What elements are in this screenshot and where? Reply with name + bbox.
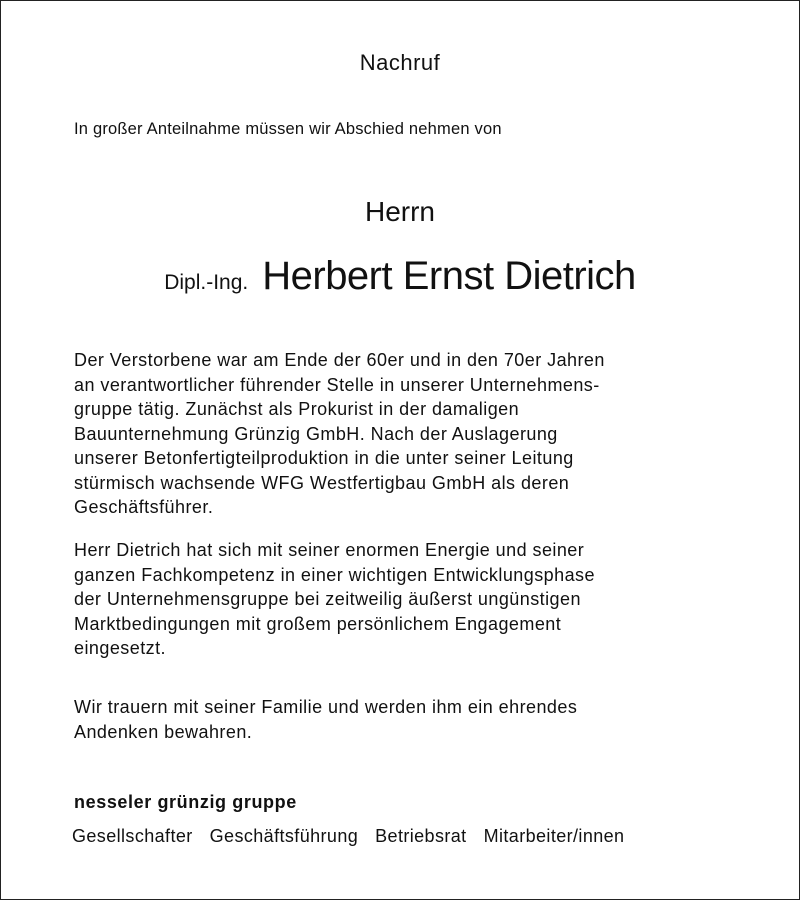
- deceased-name: Herbert Ernst Dietrich: [262, 254, 636, 298]
- paragraph-line: Wir trauern mit seiner Familie und werden ihm ein ehrendes: [74, 697, 578, 717]
- paragraph-line: Andenken bewahren.: [74, 721, 253, 742]
- signatory-groups: [72, 826, 752, 847]
- career-paragraph: [74, 348, 764, 520]
- tribute-paragraph: [74, 538, 764, 661]
- signatory-group: Mitarbeiter/innen: [483, 826, 625, 846]
- academic-title: Dipl.-Ing.: [164, 271, 249, 294]
- intro-text: In großer Anteilnahme müssen wir Abschied nehmen von: [74, 120, 502, 138]
- paragraph-line: gruppe tätig. Zunächst als Prokurist in der damaligen: [74, 399, 520, 419]
- salutation: Herrn: [364, 196, 435, 227]
- paragraph-line: Geschäftsführer.: [74, 497, 214, 517]
- signatory-group: Betriebsrat: [375, 826, 467, 846]
- signatory-group: Gesellschafter: [72, 826, 193, 846]
- paragraph-line: Der Verstorbene war am Ende der 60er und in den 70er Jahren: [74, 350, 605, 370]
- paragraph-line: Marktbedingungen mit großem persönlichem Engagement: [74, 613, 562, 634]
- paragraph-line: eingesetzt.: [74, 638, 167, 658]
- paragraph-line: ganzen Fachkompetenz in einer wichtigen Entwicklungsphase: [74, 564, 595, 585]
- paragraph-line: an verantwortlicher führender Stelle in unserer Unternehmens-: [74, 374, 600, 395]
- deceased-name-line: [0, 254, 800, 299]
- paragraph-line: Herr Dietrich hat sich mit seiner enormen Energie und seiner: [74, 540, 585, 560]
- paragraph-line: der Unternehmensgruppe bei zeitweilig äußerst ungünstigen: [74, 589, 581, 609]
- paragraph-line: unserer Betonfertigteilproduktion in die unter seiner Leitung: [74, 448, 574, 468]
- notice-heading: Nachruf: [359, 50, 441, 75]
- paragraph-line: Bauunternehmung Grünzig GmbH. Nach der Auslagerung: [74, 423, 558, 444]
- condolence-paragraph: [74, 695, 764, 744]
- organization-name: nesseler grünzig gruppe: [74, 792, 297, 812]
- signatory-group: Geschäftsführung: [209, 826, 359, 846]
- paragraph-line: stürmisch wachsende WFG Westfertigbau GmbH als deren: [74, 472, 570, 493]
